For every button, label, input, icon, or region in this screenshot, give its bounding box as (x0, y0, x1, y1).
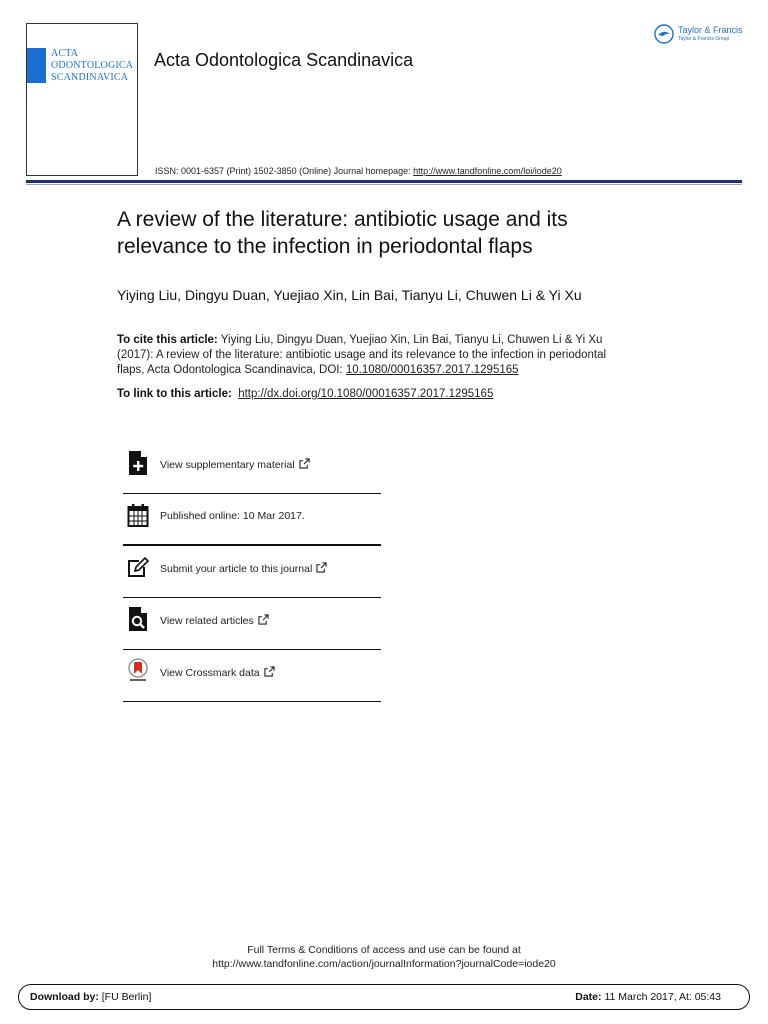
issn-text: ISSN: 0001-6357 (Print) 1502-3850 (Online) Journal homepage: (155, 166, 411, 176)
journal-homepage-link[interactable]: http://www.tandfonline.com/loi/iode20 (413, 166, 562, 176)
edit-icon (127, 554, 149, 580)
publisher-logo[interactable] (654, 22, 750, 48)
article-link-label: To link to this article: (117, 388, 232, 400)
download-by (30, 991, 151, 1003)
link-label-text: View Crossmark data (160, 667, 260, 679)
search-document-icon (127, 606, 149, 632)
citation-line (117, 363, 657, 378)
cover-accent-bar (27, 48, 46, 83)
link-row-related[interactable] (123, 598, 381, 650)
article-links-list (123, 442, 381, 702)
cover-title-line: SCANDINAVICA (51, 72, 129, 83)
supplementary-icon (127, 450, 149, 476)
external-link-icon (299, 458, 310, 469)
citation-line (117, 333, 657, 348)
link-label: Published online: 10 Mar 2017. (160, 510, 305, 522)
download-label: Download by: (30, 991, 99, 1003)
citation-text: Yiying Liu, Dingyu Duan, Yuejiao Xin, Lin Bai, Tianyu Li, Chuwen Li & Yi Xu (220, 334, 603, 346)
header-rule-thin (26, 184, 742, 185)
publisher-name: Taylor & Francis (678, 25, 743, 35)
terms-line: Full Terms & Conditions of access and use can be found at (247, 944, 521, 956)
link-label-text: View supplementary material (160, 459, 295, 471)
crossmark-icon (127, 658, 149, 684)
journal-name: Acta Odontologica Scandinavica (154, 50, 414, 70)
date-value: 11 March 2017, At: 05:43 (604, 991, 721, 1003)
external-link-icon (264, 666, 275, 677)
citation-block (117, 333, 657, 378)
header-rule (26, 180, 742, 183)
cover-title (51, 48, 137, 84)
journal-cover (26, 23, 138, 176)
link-row-supplementary[interactable] (123, 442, 381, 494)
download-value: [FU Berlin] (101, 991, 152, 1003)
doi-link[interactable]: 10.1080/00016357.2017.1295165 (345, 364, 519, 376)
citation-label: To cite this article: (117, 334, 218, 346)
link-row-crossmark[interactable] (123, 650, 381, 702)
link-row-published (123, 494, 381, 546)
issn-line (155, 166, 562, 176)
terms-notice (0, 943, 768, 971)
external-link-icon (258, 614, 269, 625)
cover-title-line: ACTA (51, 48, 79, 59)
article-link-line (117, 388, 493, 400)
terms-url[interactable]: http://www.tandfonline.com/action/journalInformation?journalCode=iode20 (212, 958, 556, 970)
cover-title-line: ODONTOLOGICA (51, 60, 134, 71)
link-row-submit[interactable] (123, 546, 381, 598)
calendar-icon (127, 502, 149, 528)
publisher-subtitle: Taylor & Francis Group (678, 36, 730, 42)
article-title-line: A review of the literature: antibiotic usage and its (117, 208, 568, 231)
publisher-logo-icon (654, 24, 674, 44)
date-label: Date: (575, 991, 602, 1003)
external-link-icon (316, 562, 327, 573)
download-info-bar (18, 984, 750, 1010)
link-label (160, 562, 327, 575)
download-date (575, 991, 721, 1003)
citation-line: (2017): A review of the literature: antibiotic usage and its relevance to the infection in periodontal (117, 349, 607, 361)
article-authors: Yiying Liu, Dingyu Duan, Yuejiao Xin, Lin Bai, Tianyu Li, Chuwen Li & Yi Xu (117, 287, 582, 303)
link-label-text: Submit your article to this journal (160, 563, 313, 575)
link-label (160, 614, 269, 627)
link-label (160, 666, 275, 679)
article-title (117, 206, 717, 260)
link-label-text: View related articles (160, 615, 254, 627)
citation-text: flaps, Acta Odontologica Scandinavica, DOI: (117, 364, 343, 376)
link-label (160, 458, 310, 471)
article-doi-url[interactable]: http://dx.doi.org/10.1080/00016357.2017.1295165 (238, 388, 494, 400)
article-title-line: relevance to the infection in periodontal flaps (117, 235, 533, 258)
